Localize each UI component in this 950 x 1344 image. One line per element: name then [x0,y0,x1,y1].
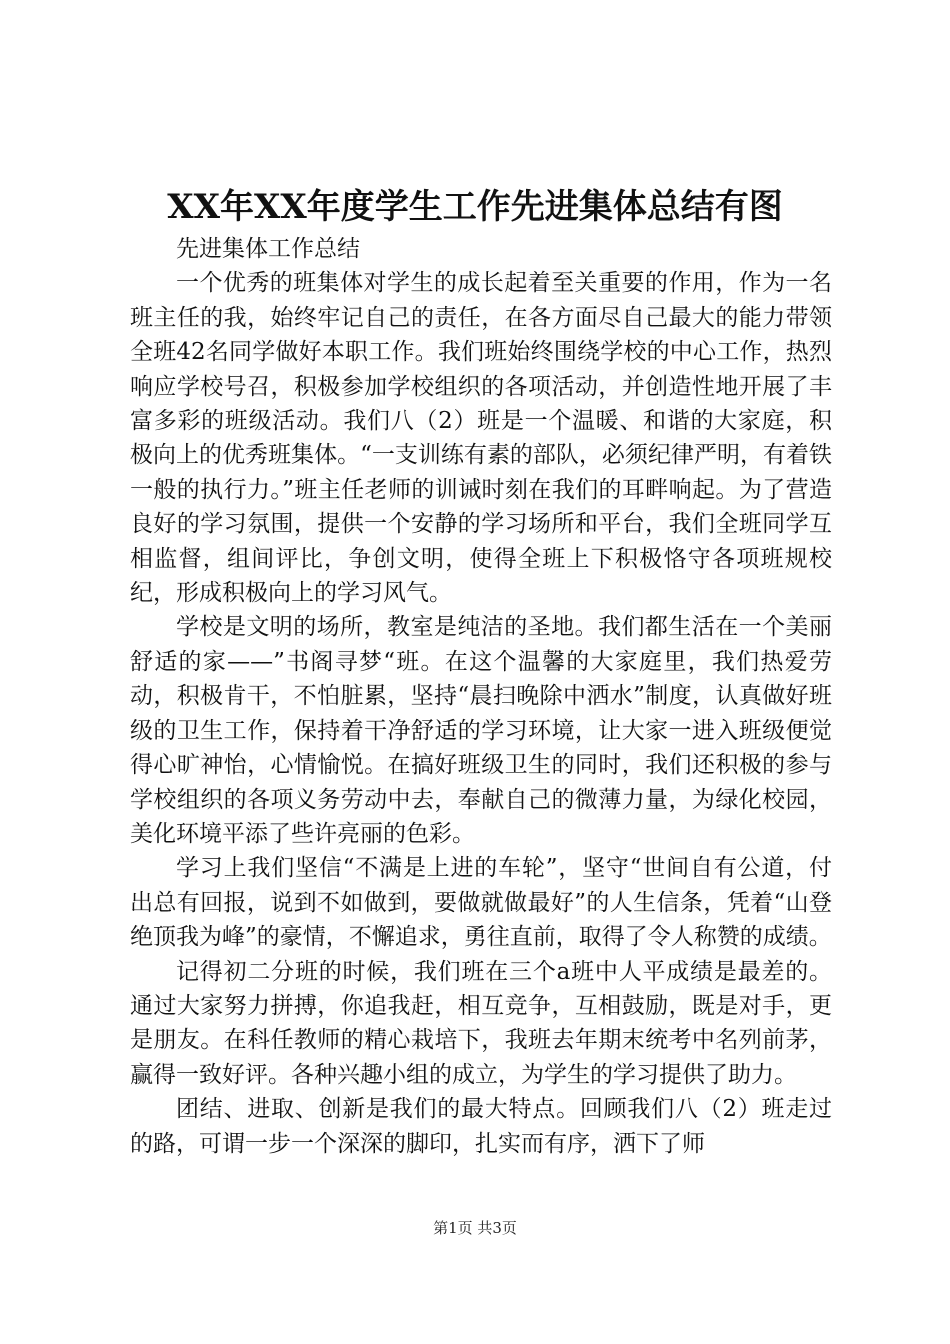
document-subtitle: 先进集体工作总结 [176,236,360,262]
document-title: XX年XX年度学生工作先进集体总结有图 [167,187,783,227]
page-footer: 第1页 共3页 [433,1219,517,1237]
paragraph-5: 团结、进取、创新是我们的最大特点。回顾我们八（2）班走过的路，可谓一步一个深深的脚印，扎实而有序，洒下了师 [130,1096,832,1157]
paragraph-1: 一个优秀的班集体对学生的成长起着至关重要的作用，作为一名班主任的我，始终牢记自己的责任，在各方面尽自己最大的能力带领全班42名同学做好本职工作。我们班始终围绕学校的中心工作，热烈响应学校号召，积极参加学校组织的各项活动，并创造性地开展了丰富多彩的班级活动。我们八（2）班是一个温暖、和谐的大家庭，积极向上的优秀班集体。“一支训练有素的部队，必须纪律严明，有着铁一般的执行力。”班主任老师的训诫时刻在我们的耳畔响起。为了营造良好的学习氛围，提供一个安静的学习场所和平台，我们全班同学互相监督，组间评比，争创文明，使得全班上下积极恪守各项班规校纪，形成积极向上的学习风气。 [130,270,832,607]
document-body [130,232,832,1161]
paragraph-2: 学校是文明的场所，教室是纯洁的圣地。我们都生活在一个美丽舒适的家——”书阁寻梦“班。在这个温馨的大家庭里，我们热爱劳动，积极肯干，不怕脏累，坚持“晨扫晚除中洒水”制度，认真做好班级的卫生工作，保持着干净舒适的学习环境，让大家一进入班级便觉得心旷神怡，心情愉悦。在搞好班级卫生的同时，我们还积极的参与学校组织的各项义务劳动中去，奉献自己的微薄力量，为绿化校园，美化环境平添了些许亮丽的色彩。 [130,614,832,847]
paragraph-4: 记得初二分班的时候，我们班在三个a班中人平成绩是最差的。通过大家努力拼搏，你追我赶，相互竞争，互相鼓励，既是对手，更是朋友。在科任教师的精心栽培下，我班去年期末统考中名列前茅，赢得一致好评。各种兴趣小组的成立，为学生的学习提供了助力。 [130,958,832,1088]
paragraph-3: 学习上我们坚信“不满是上进的车轮”，坚守“世间自有公道，付出总有回报，说到不如做到，要做就做最好”的人生信条，凭着“山登绝顶我为峰”的豪情，不懈追求，勇往直前，取得了令人称赞的成绩。 [130,855,832,951]
